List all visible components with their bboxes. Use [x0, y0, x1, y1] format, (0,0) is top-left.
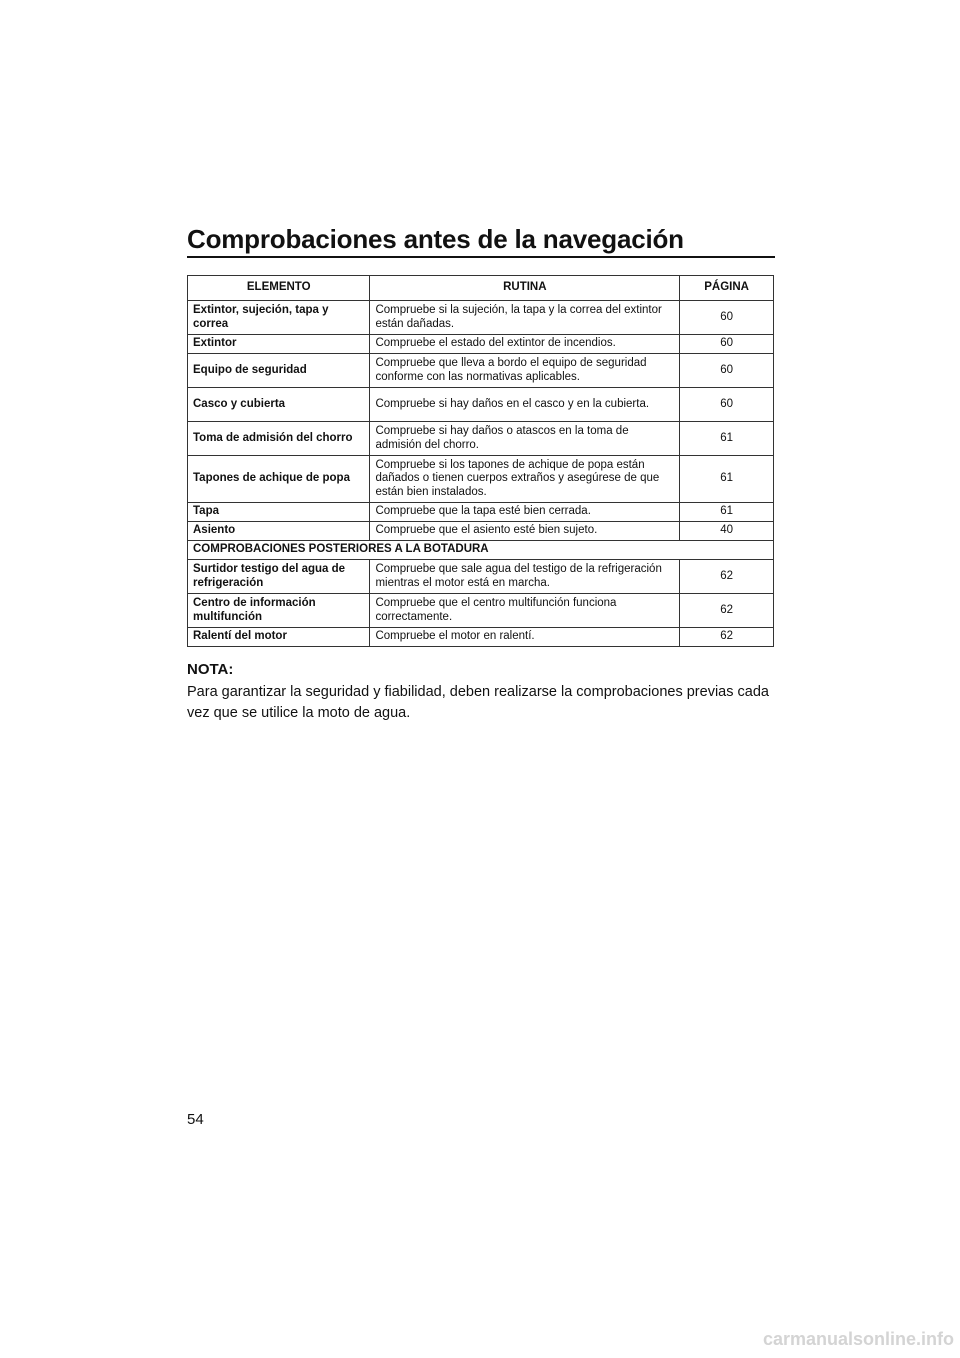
routine-cell: Compruebe que el asiento esté bien sujeto.: [370, 522, 680, 541]
item-cell: Equipo de seguridad: [188, 354, 370, 388]
table-header-row: [188, 276, 774, 301]
item-cell: Casco y cubierta: [188, 388, 370, 422]
table-row: [188, 594, 774, 628]
watermark-footer: carmanualsonline.info: [762, 1329, 954, 1349]
header-pagina: PÁGINA: [680, 276, 774, 301]
checks-table: [187, 275, 774, 647]
routine-cell: Compruebe el motor en ralentí.: [370, 628, 680, 647]
page-cell: 62: [680, 594, 774, 628]
item-cell: Ralentí del motor: [188, 628, 370, 647]
routine-cell: Compruebe si hay daños o atascos en la toma de admisión del chorro.: [370, 422, 680, 456]
page-cell: 60: [680, 354, 774, 388]
routine-cell: Compruebe que sale agua del testigo de la refrigeración mientras el motor está en marcha.: [370, 560, 680, 594]
page-cell: 61: [680, 503, 774, 522]
page-cell: 40: [680, 522, 774, 541]
header-rutina: RUTINA: [370, 276, 680, 301]
item-cell: Surtidor testigo del agua de refrigeración: [188, 560, 370, 594]
routine-cell: Compruebe si los tapones de achique de popa están dañados o tienen cuerpos extraños y asegúrese de que están bien instalados.: [370, 456, 680, 503]
routine-cell: Compruebe si la sujeción, la tapa y la correa del extintor están dañadas.: [370, 301, 680, 335]
note-text: Para garantizar la seguridad y fiabilidad, deben realizarse la comprobaciones previas cada vez que se utilice la moto de agua.: [187, 684, 769, 721]
page-cell: 61: [680, 456, 774, 503]
page-number: 54: [187, 1111, 204, 1128]
table-row: [188, 522, 774, 541]
item-cell: Asiento: [188, 522, 370, 541]
page-cell: 60: [680, 335, 774, 354]
item-cell: Toma de admisión del chorro: [188, 422, 370, 456]
page-cell: 60: [680, 388, 774, 422]
table-row: [188, 560, 774, 594]
note-heading: NOTA:: [187, 661, 234, 678]
page-cell: 60: [680, 301, 774, 335]
section-label: COMPROBACIONES POSTERIORES A LA BOTADURA: [188, 541, 774, 560]
table-row: [188, 354, 774, 388]
routine-cell: Compruebe que la tapa esté bien cerrada.: [370, 503, 680, 522]
table-row: [188, 301, 774, 335]
table-row: [188, 335, 774, 354]
routine-cell: Compruebe que el centro multifunción funciona correctamente.: [370, 594, 680, 628]
item-cell: Extintor: [188, 335, 370, 354]
section-row: [188, 541, 774, 560]
routine-cell: Compruebe que lleva a bordo el equipo de seguridad conforme con las normativas aplicables.: [370, 354, 680, 388]
page-cell: 62: [680, 560, 774, 594]
routine-cell: Compruebe si hay daños en el casco y en la cubierta.: [370, 388, 680, 422]
table-row: [188, 388, 774, 422]
table-row: [188, 456, 774, 503]
item-cell: Tapones de achique de popa: [188, 456, 370, 503]
routine-cell: Compruebe el estado del extintor de incendios.: [370, 335, 680, 354]
table-row: [188, 503, 774, 522]
table-row: [188, 422, 774, 456]
table-row: [188, 628, 774, 647]
item-cell: Extintor, sujeción, tapa y correa: [188, 301, 370, 335]
item-cell: Centro de información multifunción: [188, 594, 370, 628]
item-cell: Tapa: [188, 503, 370, 522]
header-elemento: ELEMENTO: [188, 276, 370, 301]
page-title: Comprobaciones antes de la navegación: [187, 224, 775, 258]
page-cell: 62: [680, 628, 774, 647]
page-cell: 61: [680, 422, 774, 456]
